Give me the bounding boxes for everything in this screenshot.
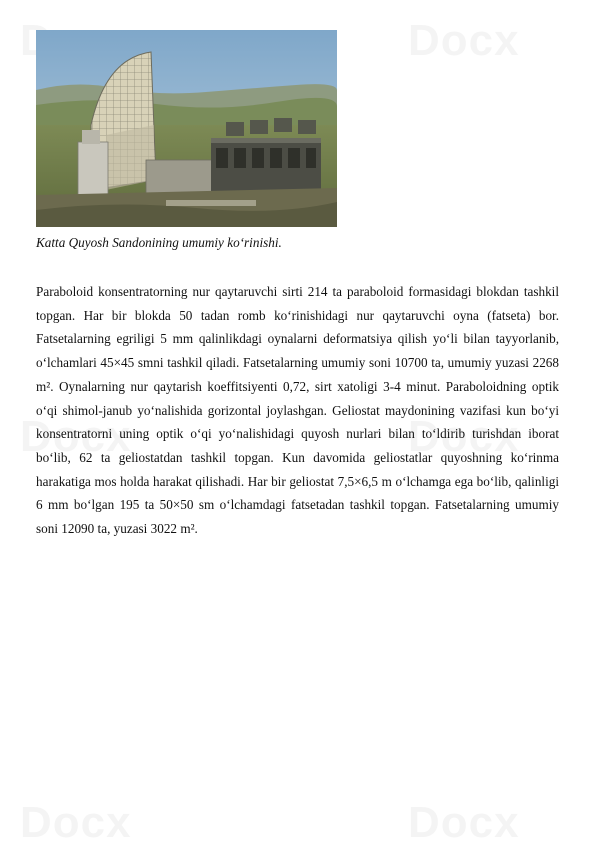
figure-caption: Katta Quyosh Sandonining umumiy ko‘rinishi. <box>36 235 282 250</box>
watermark <box>20 798 132 848</box>
body-paragraph: Paraboloid konsentratorning nur qaytaruvchi sirti 214 ta paraboloid formasidagi blokdan tashkil topgan. Har bir blokda 50 tadan romb ko‘rinishidagi nur qaytaruvchi oyna (fatseta) bor. Fatsetalarning egriligi 5 mm qalinlikdagi oynalarni deformatsiya qilish yo‘li bilan tayyorlanib, o‘lchamlari 45×45 smni tashkil qiladi. Fatsetalarning umumiy soni 10700 ta, umumiy yuzasi 2268 m². Oynalarning nur qaytarish koeffitsiyenti 0,72, sirt xatoligi 3-4 minut. Paraboloidning optik o‘qi shimol-janub yo‘nalishida gorizontal joylashgan. Geliostat maydonining vazifasi kun bo‘yi konsentratorni uning optik o‘qi yo‘nalishidagi quyosh nurlari bilan to‘ldirib turishdan iborat bo‘lib, 62 ta geliostatdan tashkil topgan. Kun davomida geliostatlar quyoshning ko‘rinma harakatiga mos holda harakat qilishadi. Har bir geliostat 7,5×6,5 m o‘lchamga ega bo‘lib, qalinligi 6 mm bo‘lgan 195 ta 50×50 sm o‘lchamdagi fatsetadan tashkil topgan. Fatsetalarning umumiy soni 12090 ta, yuzasi 3022 m². <box>36 284 559 537</box>
solar-furnace-photo <box>36 30 337 227</box>
watermark <box>408 16 520 66</box>
watermark <box>408 798 520 848</box>
